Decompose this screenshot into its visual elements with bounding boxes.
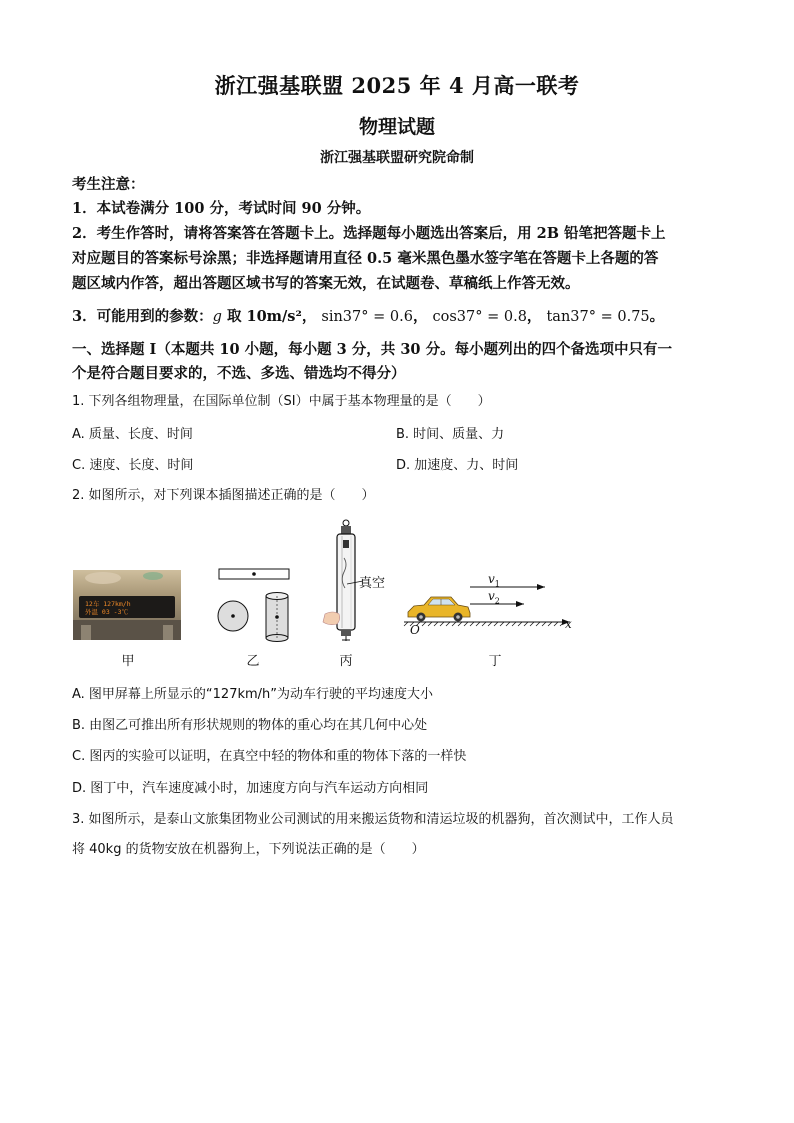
notice-item-2-line-2: 对应题目的答案标号涂黑；非选择题请用直径 0.5 毫米黑色墨水签字笔在答题卡上各题的答 [72, 250, 659, 267]
exam-title: 浙江强基联盟 2025 年 4 月高一联考 [214, 73, 580, 98]
notice-item-3-sin: sin37° = 0.6 [321, 309, 413, 325]
q1-stem: 1. 下列各组物理量，在国际单位制（SI）中属于基本物理量的是（ ） [72, 394, 491, 409]
x-axis-label: x [565, 617, 572, 631]
hand-illustration [323, 612, 340, 625]
train-screen-text-1: 12车 127km/h [85, 600, 131, 608]
notice-item-3-sep-1: ， [412, 308, 428, 325]
q1-option-b: B. 时间、质量、力 [396, 427, 505, 442]
ground-hatching [404, 622, 564, 626]
q2-option-b: B. 由图乙可推出所有形状规则的物体的重心均在其几何中心处 [72, 718, 428, 733]
vacuum-label: 真空 [359, 576, 386, 591]
v2-label-sub: 2 [494, 596, 500, 606]
q3-stem-line-2: 将 40kg 的货物安放在机器狗上，下列说法正确的是（ ） [72, 842, 425, 857]
car-icon [408, 597, 470, 622]
notice-heading: 考生注意： [72, 176, 145, 193]
figure-caption-bing: 丙 [339, 654, 353, 669]
figure-yi-shapes [210, 562, 300, 646]
q3-stem-line-1: 3. 如图所示，是泰山文旅集团物业公司测试的用来搬运货物和清运垃圾的机器狗，首次测试中，工作人员 [72, 812, 674, 827]
notice-item-3-prefix: 3．可能用到的参数： [72, 308, 213, 325]
v2-label-letter: v [488, 589, 495, 603]
bar-center-dot [252, 572, 256, 576]
v1-label-letter: v [488, 572, 495, 586]
train-screen-text-2: 外温 03 -3℃ [85, 608, 128, 616]
figure-caption-ding: 丁 [488, 654, 502, 669]
notice-item-3-tan: tan37° = 0.75 [546, 309, 650, 325]
q2-stem: 2. 如图所示，对下列课本插图描述正确的是（ ） [72, 488, 375, 503]
q1-option-a: A. 质量、长度、时间 [72, 427, 193, 442]
q1-option-c: C. 速度、长度、时间 [72, 458, 194, 473]
notice-item-3-g: g [212, 309, 222, 325]
figure-caption-yi: 乙 [246, 654, 260, 669]
q1-option-d: D. 加速度、力、时间 [396, 458, 519, 473]
coin-in-tube [343, 540, 349, 548]
v2-label [488, 589, 500, 605]
figure-caption-jia: 甲 [121, 654, 135, 669]
notice-item-3-end: 。 [649, 308, 665, 325]
v1-label [488, 572, 500, 588]
disk-center-dot [231, 614, 235, 618]
author-line: 浙江强基联盟研究院命制 [320, 150, 474, 166]
origin-label: O [410, 623, 420, 637]
q2-option-c: C. 图丙的实验可以证明，在真空中轻的物体和重的物体下落的一样快 [72, 749, 467, 764]
notice-item-2-line-1: 2．考生作答时，请将答案答在答题卡上。选择题每小题选出答案后，用 2B 铅笔把答题卡上 [72, 225, 666, 242]
notice-item-3 [72, 305, 664, 326]
cylinder-shape [266, 593, 288, 642]
section-1-line-1: 一、选择题 I（本题共 10 小题，每小题 3 分，共 30 分。每小题列出的四个备选项中只有一 [72, 341, 673, 358]
notice-item-3-sep-2: ， [526, 308, 542, 325]
notice-item-3-g-value: 取 10m/s²， [221, 308, 317, 325]
q2-option-a: A. 图甲屏幕上所显示的“127km/h”为动车行驶的平均速度大小 [72, 687, 434, 702]
notice-item-3-cos: cos37° = 0.8 [432, 309, 527, 325]
v1-label-sub: 1 [494, 579, 500, 589]
notice-item-1: 1．本试卷满分 100 分，考试时间 90 分钟。 [72, 200, 371, 217]
section-1-line-2: 个是符合题目要求的，不选、多选、错选均不得分） [72, 365, 406, 382]
subject-title: 物理试题 [358, 116, 435, 138]
notice-item-2-line-3: 题区域内作答，超出答题区域书写的答案无效，在试题卷、草稿纸上作答无效。 [72, 275, 580, 292]
q2-option-d: D. 图丁中，汽车速度减小时，加速度方向与汽车运动方向相同 [72, 781, 429, 796]
